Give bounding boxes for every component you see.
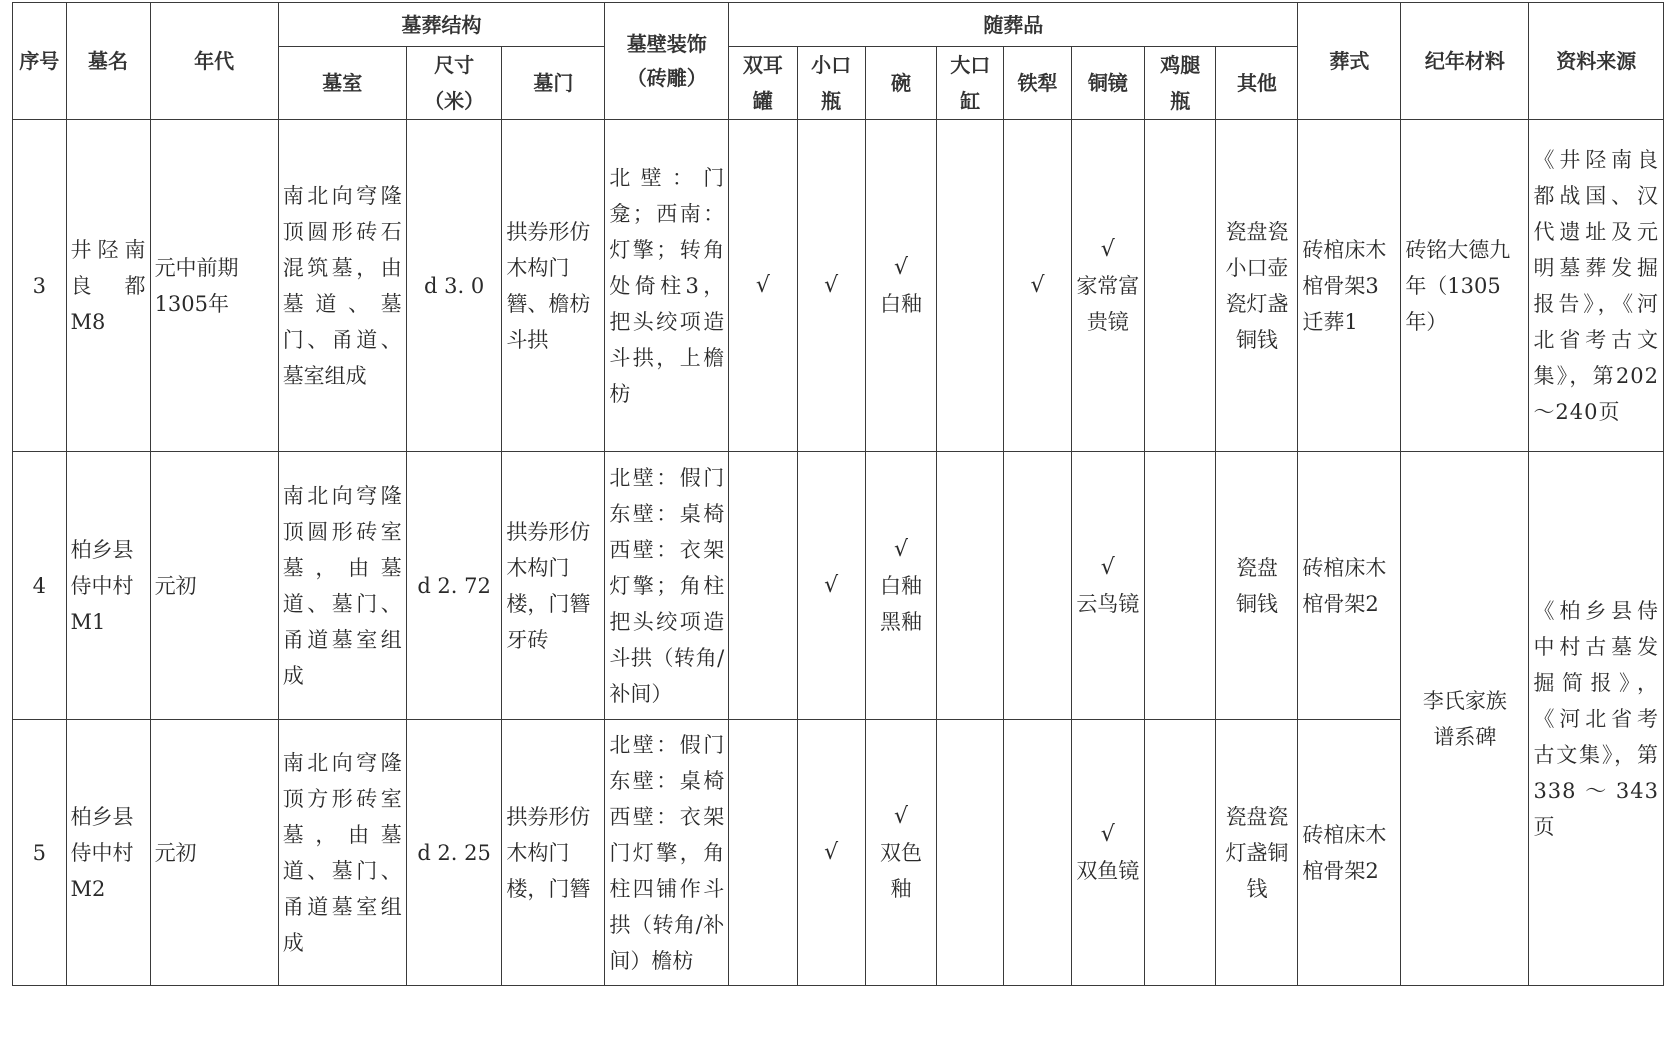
cell-g5: √ [1004,120,1071,452]
cell-seq: 4 [13,452,67,720]
cell-g6-text: 家常富贵镜 [1076,273,1140,334]
header-g8: 其他 [1216,47,1298,120]
cell-era: 元初 [150,720,278,986]
cell-g6-text: 双鱼镜 [1076,858,1140,883]
header-g2 [797,47,865,120]
header-decoration-l1: 墓壁装饰 [626,32,707,56]
header-size [406,47,502,120]
cell-chamber: 南北向穹隆顶圆形砖石混筑墓，由墓道、墓门、甬道、墓室组成 [278,120,406,452]
header-size-l2: （米） [424,89,485,113]
header-goods: 随葬品 [729,3,1298,47]
header-source: 资料来源 [1529,3,1664,120]
cell-g2: √ [797,452,865,720]
header-door: 墓门 [502,47,605,120]
header-size-l1: 尺寸 [434,53,475,77]
header-g4-l2: 缸 [960,89,981,113]
table-wrapper [12,2,1664,986]
cell-g6-text: 云鸟镜 [1076,591,1140,616]
header-burial: 葬式 [1298,3,1401,120]
tomb-table [12,2,1664,986]
cell-g2: √ [797,120,865,452]
cell-g3 [865,120,936,452]
cell-era: 元初 [150,452,278,720]
header-g7 [1145,47,1216,120]
cell-chamber: 南北向穹隆顶方形砖室墓，由墓道、墓门、甬道墓室组成 [278,720,406,986]
header-g2-l2: 瓶 [821,89,842,113]
cell-g4 [937,720,1004,986]
header-era: 年代 [150,3,278,120]
cell-name: 井陉南良都M8 [66,120,150,452]
cell-size: d 2. 72 [406,452,502,720]
header-seq: 序号 [13,3,67,120]
cell-other-text: 瓷盘铜钱 [1235,555,1278,616]
cell-g6 [1071,452,1145,720]
cell-g3-text: 白釉 [879,291,922,316]
cell-dating-shared [1401,452,1529,986]
header-g5: 铁犁 [1004,47,1071,120]
cell-g6-check: √ [1100,236,1115,262]
cell-g7 [1145,452,1216,720]
cell-size: d 3. 0 [406,120,502,452]
cell-burial: 砖棺床木棺骨架2 [1298,452,1401,720]
cell-g4 [937,120,1004,452]
header-g6: 铜镜 [1071,47,1145,120]
cell-decoration: 北壁：门龛；西南：灯擎；转角处倚柱3，把头绞项造斗拱，上檐枋 [605,120,729,452]
header-g7-l1: 鸡腿 [1160,53,1201,77]
cell-other [1216,452,1298,720]
cell-door: 拱券形仿木构门楼，门簪牙砖 [502,452,605,720]
cell-name: 柏乡县侍中村M2 [66,720,150,986]
cell-decoration: 北壁：假门东壁：桌椅西壁：衣架门灯擎，角柱四铺作斗拱（转角/补间）檐枋 [605,720,729,986]
header-g4 [937,47,1004,120]
cell-dating: 砖铭大德九年（1305年） [1401,120,1529,452]
header-chamber: 墓室 [278,47,406,120]
cell-door: 拱券形仿木构门簪、檐枋斗拱 [502,120,605,452]
cell-name: 柏乡县侍中村M1 [66,452,150,720]
cell-g6 [1071,120,1145,452]
cell-era: 元中前期1305年 [150,120,278,452]
cell-burial: 砖棺床木棺骨架2 [1298,720,1401,986]
cell-g6-check: √ [1100,554,1115,580]
cell-g5 [1004,452,1071,720]
cell-g7 [1145,120,1216,452]
table-row [13,452,1664,720]
cell-g3-text: 白釉黑釉 [879,573,922,634]
header-g4-l1: 大口 [950,53,991,77]
header-g7-l2: 瓶 [1170,89,1191,113]
cell-g1 [729,720,797,986]
header-g1 [729,47,797,120]
cell-g1 [729,452,797,720]
cell-g1: √ [729,120,797,452]
header-structure: 墓葬结构 [278,3,605,47]
cell-g3-check: √ [893,254,908,280]
table-row [13,120,1664,452]
cell-seq: 3 [13,120,67,452]
cell-size: d 2. 25 [406,720,502,986]
cell-g3-text: 双色釉 [879,840,922,901]
cell-other: 瓷盘瓷灯盏铜钱 [1216,720,1298,986]
header-decoration-l2: （砖雕） [626,66,707,90]
header-decoration [605,3,729,120]
header-name: 墓名 [66,3,150,120]
cell-other: 瓷盘瓷小口壶瓷灯盏铜钱 [1216,120,1298,452]
cell-decoration: 北壁：假门东壁：桌椅西壁：衣架灯擎；角柱把头绞项造斗拱（转角/补间） [605,452,729,720]
cell-source-shared: 《柏乡县侍中村古墓发掘简报》，《河北省考古文集》，第338～343页 [1529,452,1664,986]
header-g1-l2: 罐 [752,89,773,113]
cell-g3-check: √ [893,803,908,829]
cell-g3 [865,720,936,986]
cell-dating-shared-text: 李氏家族谱系碑 [1422,688,1507,749]
cell-g6 [1071,720,1145,986]
header-g3: 碗 [865,47,936,120]
cell-burial: 砖棺床木棺骨架3迁葬1 [1298,120,1401,452]
cell-seq: 5 [13,720,67,986]
header-g1-l1: 双耳 [742,53,783,77]
cell-g4 [937,452,1004,720]
header-dating: 纪年材料 [1401,3,1529,120]
cell-g6-check: √ [1100,821,1115,847]
cell-door: 拱券形仿木构门楼，门簪 [502,720,605,986]
cell-chamber: 南北向穹隆顶圆形砖室墓，由墓道、墓门、甬道墓室组成 [278,452,406,720]
cell-g2: √ [797,720,865,986]
header-row-1 [13,3,1664,47]
cell-source: 《井陉南良都战国、汉代遗址及元明墓葬发掘报告》，《河北省考古文集》，第202～240页 [1529,120,1664,452]
cell-g5 [1004,720,1071,986]
header-g2-l1: 小口 [811,53,852,77]
cell-g7 [1145,720,1216,986]
cell-g3-check: √ [893,536,908,562]
cell-g3 [865,452,936,720]
